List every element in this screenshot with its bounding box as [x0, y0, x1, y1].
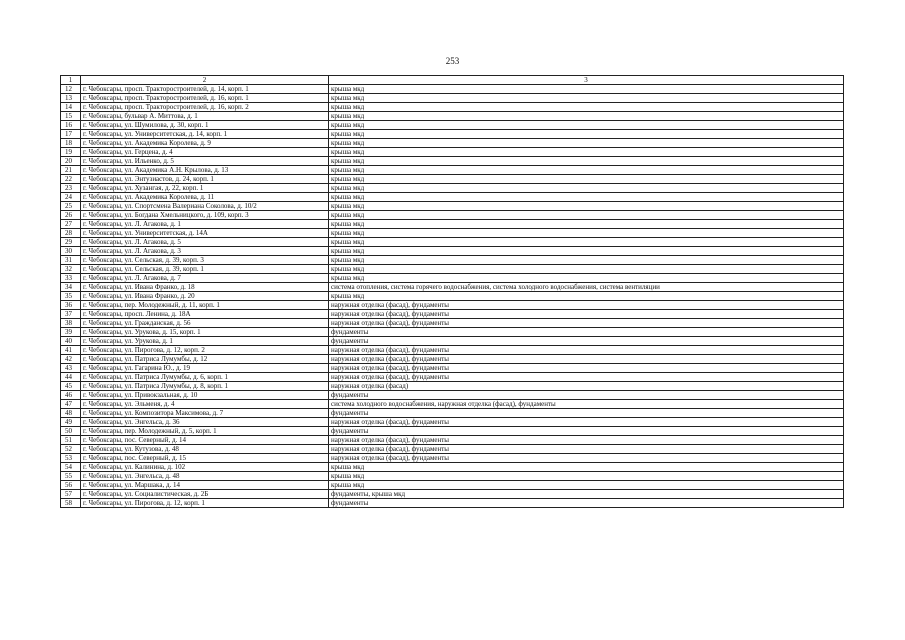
row-work-type: крыша мкд: [329, 256, 844, 265]
row-work-type: крыша мкд: [329, 292, 844, 301]
row-work-type: наружная отделка (фасад), фундаменты: [329, 373, 844, 382]
table-body: [61, 76, 844, 508]
row-number: 44: [61, 373, 81, 382]
row-work-type: крыша мкд: [329, 265, 844, 274]
row-number: 18: [61, 139, 81, 148]
row-number: 25: [61, 202, 81, 211]
row-address: г. Чебоксары, ул. Энтузиастов, д. 24, корп. 1: [81, 175, 329, 184]
row-address: г. Чебоксары, просп. Ленина, д. 18А: [81, 310, 329, 319]
row-work-type: крыша мкд: [329, 175, 844, 184]
table-row: [61, 211, 844, 220]
table-row: [61, 499, 844, 508]
row-number: 43: [61, 364, 81, 373]
row-number: 12: [61, 85, 81, 94]
row-address: г. Чебоксары, ул. Патриса Лумумбы, д. 12: [81, 355, 329, 364]
row-address: г. Чебоксары, ул. Социалистическая, д. 2Б: [81, 490, 329, 499]
table-row: [61, 292, 844, 301]
table-row: [61, 481, 844, 490]
row-address: г. Чебоксары, ул. Л. Агакова, д. 7: [81, 274, 329, 283]
table-row: [61, 310, 844, 319]
row-number: 48: [61, 409, 81, 418]
row-work-type: наружная отделка (фасад), фундаменты: [329, 364, 844, 373]
row-number: 15: [61, 112, 81, 121]
table-row: [61, 157, 844, 166]
row-work-type: система отопления, система горячего водоснабжения, система холодного водоснабжения, система вентиляции: [329, 283, 844, 292]
table-row: [61, 301, 844, 310]
row-number: 24: [61, 193, 81, 202]
row-number: 49: [61, 418, 81, 427]
table-row: [61, 400, 844, 409]
table-row: [61, 256, 844, 265]
addresses-table: [60, 75, 844, 508]
row-number: 14: [61, 103, 81, 112]
row-address: г. Чебоксары, ул. Академика Королева, д. 9: [81, 139, 329, 148]
row-address: г. Чебоксары, ул. Гагарина Ю., д. 19: [81, 364, 329, 373]
row-work-type: наружная отделка (фасад), фундаменты: [329, 319, 844, 328]
header-col-address: 2: [81, 76, 329, 85]
row-number: 28: [61, 229, 81, 238]
row-address: г. Чебоксары, ул. Спортсмена Валериана Соколова, д. 10/2: [81, 202, 329, 211]
row-work-type: крыша мкд: [329, 463, 844, 472]
row-number: 16: [61, 121, 81, 130]
row-address: г. Чебоксары, ул. Маршака, д. 14: [81, 481, 329, 490]
table-row: [61, 238, 844, 247]
row-work-type: крыша мкд: [329, 166, 844, 175]
row-number: 54: [61, 463, 81, 472]
row-address: г. Чебоксары, пер. Молодежный, д. 5, корп. 1: [81, 427, 329, 436]
row-number: 46: [61, 391, 81, 400]
row-number: 32: [61, 265, 81, 274]
row-work-type: крыша мкд: [329, 130, 844, 139]
row-work-type: наружная отделка (фасад), фундаменты: [329, 418, 844, 427]
table-row: [61, 139, 844, 148]
row-number: 23: [61, 184, 81, 193]
row-address: г. Чебоксары, ул. Патриса Лумумбы, д. 8, корп. 1: [81, 382, 329, 391]
row-address: г. Чебоксары, просп. Тракторостроителей, д. 16, корп. 2: [81, 103, 329, 112]
row-address: г. Чебоксары, ул. Кутузова, д. 48: [81, 445, 329, 454]
row-address: г. Чебоксары, ул. Шумилова, д. 30, корп. 1: [81, 121, 329, 130]
row-number: 37: [61, 310, 81, 319]
row-work-type: крыша мкд: [329, 193, 844, 202]
row-work-type: крыша мкд: [329, 229, 844, 238]
table-header-row: [61, 76, 844, 85]
row-work-type: наружная отделка (фасад), фундаменты: [329, 445, 844, 454]
row-address: г. Чебоксары, ул. Пирогова, д. 12, корп. 2: [81, 346, 329, 355]
row-work-type: крыша мкд: [329, 121, 844, 130]
row-address: г. Чебоксары, ул. Эльменя, д. 4: [81, 400, 329, 409]
row-address: г. Чебоксары, ул. Академика А.Н. Крылова, д. 13: [81, 166, 329, 175]
row-number: 42: [61, 355, 81, 364]
row-address: г. Чебоксары, просп. Тракторостроителей, д. 14, корп. 1: [81, 85, 329, 94]
row-work-type: крыша мкд: [329, 148, 844, 157]
table-row: [61, 103, 844, 112]
row-work-type: система холодного водоснабжения, наружная отделка (фасад), фундаменты: [329, 400, 844, 409]
table-row: [61, 409, 844, 418]
table-row: [61, 472, 844, 481]
header-col-work-type: 3: [329, 76, 844, 85]
row-address: г. Чебоксары, ул. Л. Агакова, д. 5: [81, 238, 329, 247]
row-number: 19: [61, 148, 81, 157]
row-address: г. Чебоксары, ул. Университетская, д. 14, корп. 1: [81, 130, 329, 139]
table-row: [61, 337, 844, 346]
row-work-type: наружная отделка (фасад), фундаменты: [329, 355, 844, 364]
table-row: [61, 319, 844, 328]
table-row: [61, 175, 844, 184]
row-address: г. Чебоксары, ул. Ивана Франко, д. 18: [81, 283, 329, 292]
page-number: 253: [445, 56, 460, 66]
row-number: 38: [61, 319, 81, 328]
row-number: 56: [61, 481, 81, 490]
table-row: [61, 220, 844, 229]
row-work-type: крыша мкд: [329, 85, 844, 94]
row-work-type: фундаменты: [329, 427, 844, 436]
row-work-type: фундаменты: [329, 391, 844, 400]
row-work-type: крыша мкд: [329, 202, 844, 211]
row-address: г. Чебоксары, ул. Хузангая, д. 22, корп. 1: [81, 184, 329, 193]
table-row: [61, 283, 844, 292]
row-work-type: крыша мкд: [329, 211, 844, 220]
row-number: 45: [61, 382, 81, 391]
row-address: г. Чебоксары, ул. Университетская, д. 14А: [81, 229, 329, 238]
row-work-type: наружная отделка (фасад), фундаменты: [329, 454, 844, 463]
table-row: [61, 85, 844, 94]
table-row: [61, 328, 844, 337]
table-row: [61, 274, 844, 283]
row-address: г. Чебоксары, пос. Северный, д. 14: [81, 436, 329, 445]
row-number: 50: [61, 427, 81, 436]
row-number: 52: [61, 445, 81, 454]
table-row: [61, 373, 844, 382]
row-work-type: крыша мкд: [329, 220, 844, 229]
table-row: [61, 382, 844, 391]
row-number: 33: [61, 274, 81, 283]
row-work-type: крыша мкд: [329, 139, 844, 148]
table-row: [61, 112, 844, 121]
table-row: [61, 121, 844, 130]
table-row: [61, 427, 844, 436]
row-number: 13: [61, 94, 81, 103]
row-number: 20: [61, 157, 81, 166]
row-work-type: крыша мкд: [329, 184, 844, 193]
row-number: 21: [61, 166, 81, 175]
row-address: г. Чебоксары, ул. Урукова, д. 15, корп. 1: [81, 328, 329, 337]
row-work-type: крыша мкд: [329, 112, 844, 121]
table-row: [61, 364, 844, 373]
row-work-type: крыша мкд: [329, 157, 844, 166]
table-row: [61, 94, 844, 103]
row-number: 29: [61, 238, 81, 247]
row-number: 47: [61, 400, 81, 409]
row-number: 36: [61, 301, 81, 310]
row-number: 35: [61, 292, 81, 301]
row-work-type: крыша мкд: [329, 274, 844, 283]
row-work-type: крыша мкд: [329, 238, 844, 247]
table-row: [61, 490, 844, 499]
table-row: [61, 445, 844, 454]
row-number: 27: [61, 220, 81, 229]
row-work-type: крыша мкд: [329, 103, 844, 112]
table-row: [61, 355, 844, 364]
row-number: 40: [61, 337, 81, 346]
row-address: г. Чебоксары, ул. Ивана Франко, д. 20: [81, 292, 329, 301]
row-work-type: наружная отделка (фасад), фундаменты: [329, 436, 844, 445]
row-address: г. Чебоксары, ул. Л. Агакова, д. 3: [81, 247, 329, 256]
row-work-type: крыша мкд: [329, 472, 844, 481]
row-address: г. Чебоксары, пер. Молодежный, д. 11, корп. 1: [81, 301, 329, 310]
row-number: 53: [61, 454, 81, 463]
row-number: 57: [61, 490, 81, 499]
row-work-type: крыша мкд: [329, 247, 844, 256]
row-number: 41: [61, 346, 81, 355]
row-work-type: наружная отделка (фасад), фундаменты: [329, 346, 844, 355]
row-number: 34: [61, 283, 81, 292]
row-work-type: крыша мкд: [329, 94, 844, 103]
table-row: [61, 454, 844, 463]
row-work-type: крыша мкд: [329, 481, 844, 490]
table-row: [61, 130, 844, 139]
row-address: г. Чебоксары, ул. Калинина, д. 102: [81, 463, 329, 472]
row-address: г. Чебоксары, ул. Урукова, д. 1: [81, 337, 329, 346]
row-number: 58: [61, 499, 81, 508]
table-row: [61, 166, 844, 175]
row-address: г. Чебоксары, ул. Академика Королева, д. 11: [81, 193, 329, 202]
table-row: [61, 436, 844, 445]
row-work-type: фундаменты: [329, 409, 844, 418]
row-work-type: наружная отделка (фасад): [329, 382, 844, 391]
table-row: [61, 229, 844, 238]
row-address: г. Чебоксары, ул. Л. Агакова, д. 1: [81, 220, 329, 229]
table-row: [61, 265, 844, 274]
row-address: г. Чебоксары, ул. Гражданская, д. 56: [81, 319, 329, 328]
table-row: [61, 184, 844, 193]
row-address: г. Чебоксары, просп. Тракторостроителей, д. 16, корп. 1: [81, 94, 329, 103]
row-address: г. Чебоксары, бульвар А. Миттова, д. 1: [81, 112, 329, 121]
row-address: г. Чебоксары, пос. Северный, д. 15: [81, 454, 329, 463]
row-address: г. Чебоксары, ул. Пирогова, д. 12, корп. 1: [81, 499, 329, 508]
table-row: [61, 148, 844, 157]
row-number: 51: [61, 436, 81, 445]
row-address: г. Чебоксары, ул. Композитора Максимова, д. 7: [81, 409, 329, 418]
row-address: г. Чебоксары, ул. Богдана Хмельницкого, д. 109, корп. 3: [81, 211, 329, 220]
table-row: [61, 463, 844, 472]
table-row: [61, 391, 844, 400]
row-address: г. Чебоксары, ул. Герцена, д. 4: [81, 148, 329, 157]
table-row: [61, 346, 844, 355]
row-work-type: фундаменты: [329, 328, 844, 337]
row-number: 26: [61, 211, 81, 220]
row-address: г. Чебоксары, ул. Ильенко, д. 5: [81, 157, 329, 166]
table-row: [61, 418, 844, 427]
row-address: г. Чебоксары, ул. Сельская, д. 39, корп. 3: [81, 256, 329, 265]
row-number: 17: [61, 130, 81, 139]
row-work-type: фундаменты: [329, 499, 844, 508]
row-number: 31: [61, 256, 81, 265]
table-row: [61, 247, 844, 256]
row-address: г. Чебоксары, ул. Энгельса, д. 48: [81, 472, 329, 481]
row-address: г. Чебоксары, ул. Патриса Лумумбы, д. 6, корп. 1: [81, 373, 329, 382]
row-address: г. Чебоксары, ул. Сельская, д. 39, корп. 1: [81, 265, 329, 274]
row-address: г. Чебоксары, ул. Привокзальная, д. 10: [81, 391, 329, 400]
header-col-number: 1: [61, 76, 81, 85]
row-number: 22: [61, 175, 81, 184]
row-address: г. Чебоксары, ул. Энгельса, д. 36: [81, 418, 329, 427]
row-number: 55: [61, 472, 81, 481]
row-work-type: наружная отделка (фасад), фундаменты: [329, 310, 844, 319]
table-row: [61, 193, 844, 202]
row-work-type: наружная отделка (фасад), фундаменты: [329, 301, 844, 310]
row-work-type: фундаменты: [329, 337, 844, 346]
row-number: 39: [61, 328, 81, 337]
row-work-type: фундаменты, крыша мкд: [329, 490, 844, 499]
row-number: 30: [61, 247, 81, 256]
table-row: [61, 202, 844, 211]
